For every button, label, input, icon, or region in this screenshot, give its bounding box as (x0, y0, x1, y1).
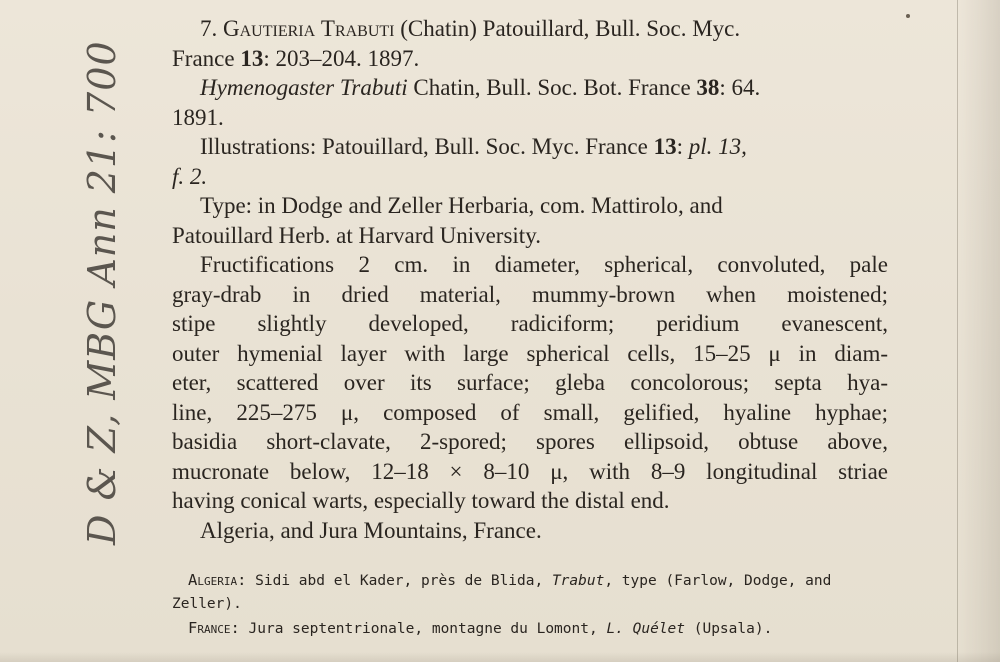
handwritten-annotation: D & Z, MBG Ann 21: 700 (80, 40, 124, 545)
citation-text: Patouillard, Bull. Soc. Myc. (482, 16, 741, 41)
synonym-line (172, 73, 888, 103)
citation-pages: : 203–204. 1897. (263, 45, 420, 71)
author-parenthetical: (Chatin) (400, 16, 477, 41)
description-line: having conical warts, especially toward the distal end. (172, 488, 670, 513)
illustrations-volume: 13 (653, 134, 677, 159)
algeria-locality: Sidi abd el Kader, près de Blida, (246, 573, 552, 589)
specimen-algeria-cont: Zeller). (172, 596, 242, 612)
france-herbaria: (Upsala). (685, 621, 773, 637)
description-line: basidia short-clavate, 2-spored; spores ellipsoid, obtuse above, (172, 429, 888, 454)
locality-label-algeria: Algeria: (188, 571, 247, 589)
species-name: Trabuti (320, 16, 395, 41)
distribution-line: Algeria, and Jura Mountains, France. (200, 517, 542, 543)
description-line: line, 225–275 μ, composed of small, gelified, hyaline hyphae; (172, 399, 888, 425)
france-locality: Jura septentrionale, montagne du Lomont, (239, 621, 607, 637)
paper-edge-bottom (0, 652, 1000, 662)
synonym-name: Hymenogaster Trabuti (200, 75, 408, 100)
entry-heading (172, 14, 888, 44)
illustrations-line (172, 132, 888, 162)
description-paragraph (172, 250, 888, 516)
illustrations-plate: pl. 13, (688, 134, 747, 159)
illustrations-colon: : (676, 134, 689, 159)
synonym-citation: Chatin, Bull. Soc. Bot. France (407, 75, 697, 100)
genus-name: Gautieria (223, 16, 316, 41)
france-collector: L. Quélet (606, 621, 686, 637)
type-line-2: Patouillard Herb. at Harvard University. (172, 222, 541, 248)
description-line: gray-drab in dried material, mummy-brown when moistened; (172, 281, 888, 307)
description-line: stipe slightly developed, radiciform; peridium evanescent, (172, 311, 888, 336)
specimen-france (172, 616, 888, 640)
citation-journal: France (172, 45, 241, 71)
paper-edge-right (957, 0, 1000, 662)
description-line: mucronate below, 12–18 × 8–10 μ, with 8–9 longitudinal striae (172, 458, 888, 484)
description-line: outer hymenial layer with large spherical cells, 15–25 μ in diam- (172, 340, 888, 366)
species-entry (172, 14, 888, 545)
description-line: eter, scattered over its surface; gleba concolorous; septa hya- (172, 370, 888, 395)
illustrations-text: Illustrations: Patouillard, Bull. Soc. Myc. France (200, 134, 654, 159)
illustrations-figure: f. 2. (172, 163, 208, 189)
ink-dot (906, 14, 910, 18)
locality-label-france: France: (188, 619, 240, 637)
entry-number: 7. (200, 16, 218, 41)
algeria-collector: Trabut (551, 573, 605, 589)
synonym-year: 1891. (172, 104, 224, 130)
entry-citation-line (172, 44, 888, 74)
algeria-herbaria: , type (Farlow, Dodge, and (604, 573, 832, 589)
synonym-volume: 38 (696, 75, 720, 100)
type-line-1: Type: in Dodge and Zeller Herbaria, com. Mattirolo, and (200, 193, 723, 218)
specimen-algeria (172, 568, 888, 592)
specimens-block (172, 568, 888, 640)
description-line: Fructifications 2 cm. in diameter, spherical, convoluted, pale (200, 252, 888, 277)
synonym-pages: : 64. (719, 75, 761, 100)
citation-volume: 13 (240, 45, 264, 71)
